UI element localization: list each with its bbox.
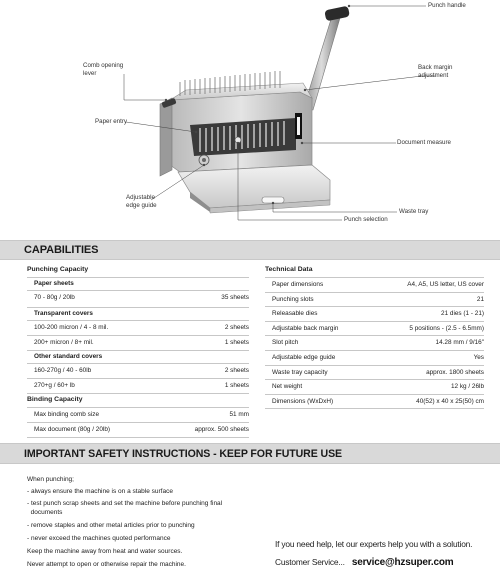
tech-value: 40(52) x 40 x 25(50) cm	[416, 397, 484, 405]
safety-line: When punching;	[27, 476, 74, 483]
product-diagram	[0, 0, 500, 238]
callout-comb-lever: Comb opening lever	[83, 62, 124, 77]
capabilities-title: CAPABILITIES	[24, 244, 99, 256]
tech-value: 21 dies (1 - 21)	[441, 310, 484, 318]
binding-capacity-title: Binding Capacity	[27, 396, 83, 403]
table-row: 270+g / 60+ lb 1 sheets	[34, 382, 249, 389]
safety-line: - remove staples and other metal articles prior to punching	[27, 522, 195, 529]
safety-line: Never attempt to open or otherwise repair the machine.	[27, 561, 186, 568]
safety-line: - never exceed the machines quoted performance	[27, 535, 171, 542]
table-row: 160-270g / 40 - 60lb 2 sheets	[34, 367, 249, 374]
table-row	[265, 367, 484, 378]
table-row: 70 - 80g / 20lb 35 sheets	[34, 294, 249, 301]
tech-label: Net weight	[272, 383, 303, 391]
table-row: Max binding comb size 51 mm	[34, 411, 249, 418]
service-email-link[interactable]: service@hzsuper.com	[351, 557, 454, 568]
callout-back-margin: Back margin adjustment	[418, 64, 453, 79]
table-row	[265, 381, 484, 392]
paper-sheets-subheader: Paper sheets	[34, 280, 74, 287]
tech-label: Releasable dies	[272, 310, 318, 318]
safety-title: IMPORTANT SAFETY INSTRUCTIONS - KEEP FOR FUTURE USE	[24, 448, 343, 460]
safety-line: Keep the machine away from heat and water sources.	[27, 548, 183, 555]
safety-header-bar	[0, 443, 500, 464]
tech-label: Slot pitch	[272, 339, 299, 347]
table-row	[265, 279, 484, 290]
safety-line: documents	[27, 509, 63, 516]
help-text: If you need help, let our experts help you with a solution.	[275, 539, 473, 549]
transparent-subheader: Transparent covers	[34, 310, 93, 317]
table-row	[265, 294, 484, 305]
callout-punch-handle: Punch handle	[428, 2, 466, 9]
table-row: Max document (80g / 20lb) approx. 500 sheets	[34, 426, 249, 433]
tech-value: 14.28 mm / 9/16"	[435, 339, 484, 347]
tech-value: approx. 1800 sheets	[426, 368, 484, 376]
customer-service	[275, 557, 453, 568]
tech-value: A4, A5, US letter, US cover	[407, 281, 484, 288]
tech-value: 12 kg / 26lb	[450, 383, 484, 391]
tech-label: Adjustable back margin	[272, 324, 339, 332]
table-row	[265, 308, 484, 319]
service-label: Customer Service...	[275, 557, 345, 567]
callout-edge-guide: Adjustable edge guide	[126, 194, 157, 209]
callout-waste-tray: Waste tray	[399, 208, 429, 215]
other-covers-subheader: Other standard covers	[34, 353, 103, 360]
tech-label: Adjustable edge guide	[272, 354, 336, 361]
table-row: 100-200 micron / 4 - 8 mil. 2 sheets	[34, 324, 249, 331]
table-row	[265, 352, 484, 363]
table-row	[265, 323, 484, 334]
punching-capacity-title: Punching Capacity	[27, 266, 89, 273]
safety-line: - test punch scrap sheets and set the machine before punching final	[27, 500, 223, 507]
table-row: 200+ micron / 8+ mil. 1 sheets	[34, 339, 249, 346]
tech-label: Punching slots	[272, 295, 314, 303]
tech-value: 5 positions - (2.5 - 6.5mm)	[409, 324, 484, 332]
safety-line: - always ensure the machine is on a stable surface	[27, 488, 173, 495]
tech-label: Paper dimensions	[272, 281, 324, 288]
tech-label: Dimensions (WxDxH)	[272, 397, 334, 405]
callout-paper-entry: Paper entry	[95, 118, 127, 125]
callout-punch-selection: Punch selection	[344, 216, 388, 223]
callout-document-measure: Document measure	[397, 139, 451, 146]
tech-value: 21	[476, 295, 484, 303]
tech-label: Waste tray capacity	[272, 368, 328, 376]
binding-machine-illustration	[0, 0, 500, 238]
technical-data-title: Technical Data	[265, 266, 313, 273]
capabilities-header-bar	[0, 240, 500, 260]
tech-value: Yes	[473, 354, 484, 361]
table-row	[265, 396, 484, 407]
table-row	[265, 337, 484, 348]
